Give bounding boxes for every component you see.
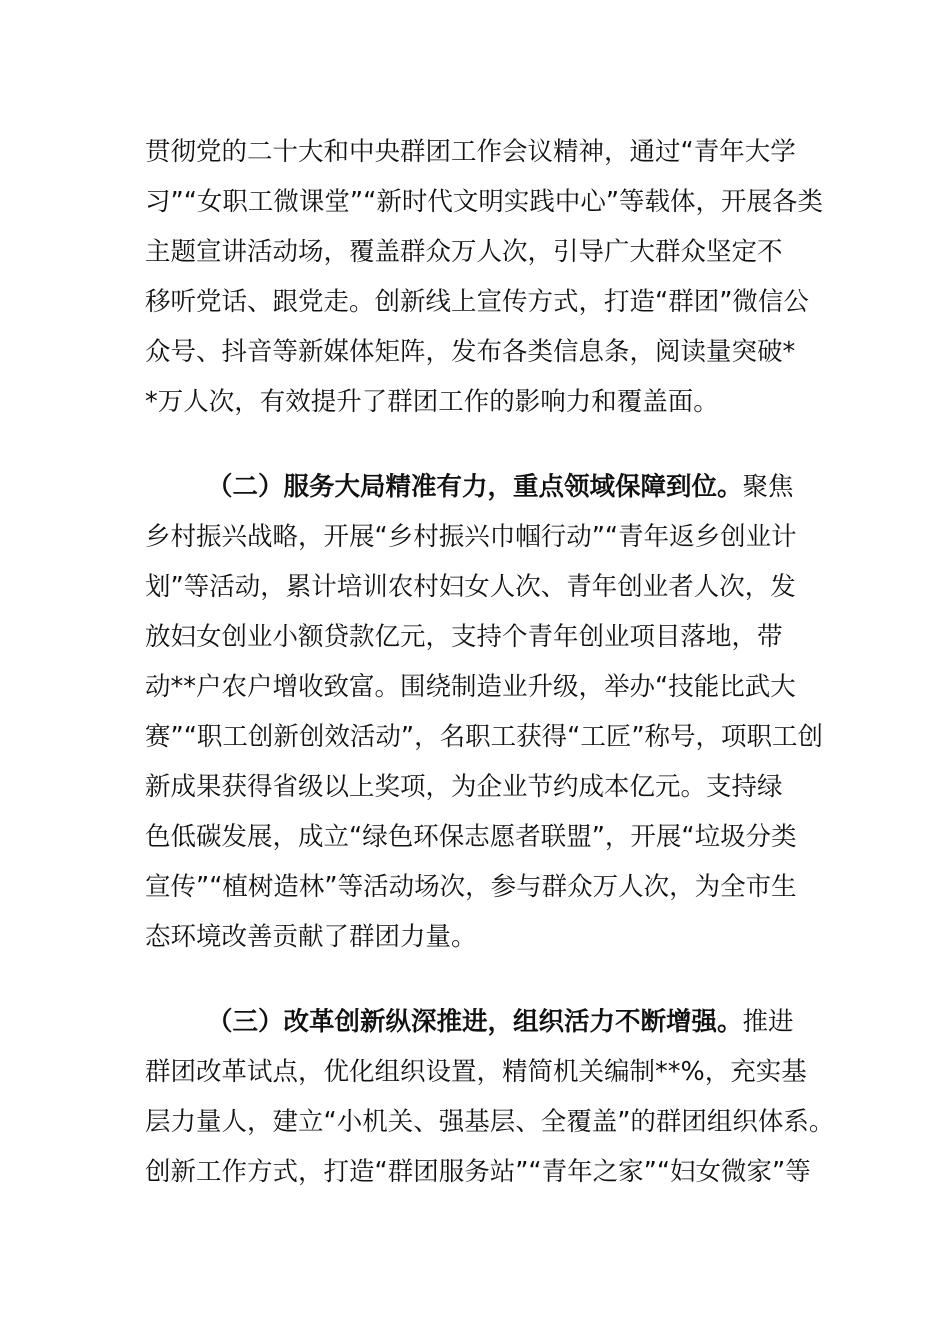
- paragraph-2-line-4: 放妇女创业小额贷款亿元，支持个青年创业项目落地，带: [145, 622, 783, 652]
- paragraph-1-line-2: 习”“女职工微课堂”“新时代文明实践中心”等载体，开展各类: [145, 187, 824, 217]
- paragraph-2-line-6: 赛”“职工创新创效活动”，名职工获得“工匠”称号，项职工创: [145, 722, 824, 752]
- paragraph-2-line-5: 动**户农户增收致富。围绕制造业升级，举办“技能比武大: [145, 672, 796, 702]
- paragraph-2-line-7: 新成果获得省级以上奖项，为企业节约成本亿元。支持绿: [145, 772, 783, 802]
- paragraph-2-first-line-rest: 聚焦: [742, 472, 794, 502]
- paragraph-3-first-line-rest: 推进: [742, 1007, 794, 1037]
- paragraph-2-line-3: 划”等活动，累计培训农村妇女人次、青年创业者人次，发: [145, 572, 796, 602]
- paragraph-1-line-6: *万人次，有效提升了群团工作的影响力和覆盖面。: [145, 387, 719, 417]
- paragraph-1-line-5: 众号、抖音等新媒体矩阵，发布各类信息条，阅读量突破*: [145, 337, 796, 367]
- paragraph-3-heading: （三）改革创新纵深推进，组织活力不断增强。: [207, 1007, 743, 1037]
- paragraph-1-line-3: 主题宣讲活动场，覆盖群众万人次，引导广大群众坚定不: [145, 237, 783, 267]
- paragraph-2-first-line: [207, 470, 794, 504]
- paragraph-2-line-2: 乡村振兴战略，开展“乡村振兴巾帼行动”“青年返乡创业计: [145, 522, 797, 552]
- paragraph-3-first-line: [207, 1005, 794, 1039]
- paragraph-1-line-4: 移听党话、跟党走。创新线上宣传方式，打造“群团”微信公: [145, 287, 809, 317]
- paragraph-3-line-2: 群团改革试点，优化组织设置，精简机关编制**%，充实基: [145, 1057, 807, 1087]
- paragraph-2-line-9: 宣传”“植树造林”等活动场次，参与群众万人次，为全市生: [145, 872, 797, 902]
- paragraph-2-line-8: 色低碳发展，成立“绿色环保志愿者联盟”，开展“垃圾分类: [145, 822, 797, 852]
- paragraph-3-line-4: 创新工作方式，打造“群团服务站”“青年之家”“妇女微家”等: [145, 1157, 811, 1187]
- paragraph-2-heading: （二）服务大局精准有力，重点领域保障到位。: [207, 472, 743, 502]
- paragraph-3-line-3: 层力量人，建立“小机关、强基层、全覆盖”的群团组织体系。: [145, 1107, 835, 1137]
- paragraph-2-line-10: 态环境改善贡献了群团力量。: [145, 922, 477, 952]
- paragraph-1-line-1: 贯彻党的二十大和中央群团工作会议精神，通过“青年大学: [145, 137, 796, 167]
